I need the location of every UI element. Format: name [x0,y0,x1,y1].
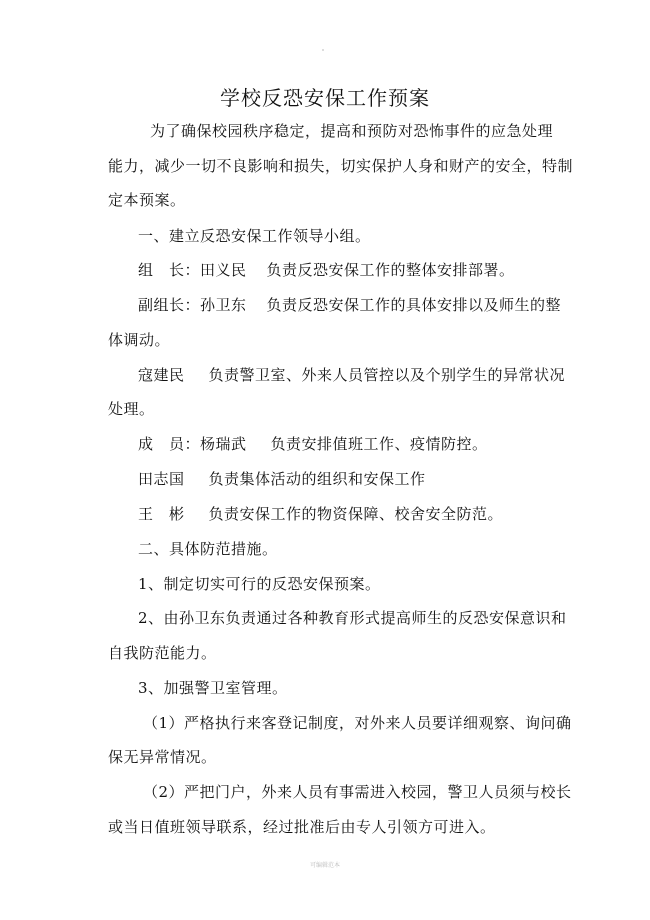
sub-measure-1-line-1: （1）严格执行来客登记制度，对外来人员要详细观察、询问确 [143,714,572,732]
section-1-heading: 一、建立反恐安保工作领导小组。 [138,227,371,245]
member-kou-row [138,364,565,386]
member-kou-name: 寇建民 [138,366,185,384]
sub-measure-2-line-2: 或当日值班领导联系，经过批准后由专人引领方可进入。 [108,818,496,836]
member-wang-row [138,503,503,525]
deputy-duty: 负责反恐安保工作的具体安排以及师生的整 [266,296,562,314]
deputy-row [138,294,561,316]
member-yang-role: 成 员：杨瑞武 [138,435,247,453]
leader-role: 组 长：田义民 [138,261,247,279]
member-tian-duty: 负责集体活动的组织和安保工作 [208,470,426,488]
measure-2-line-2: 自我防范能力。 [108,644,217,662]
intro-line-2: 能力，减少一切不良影响和损失，切实保护人身和财产的安全，特制 [108,157,574,175]
leader-duty: 负责反恐安保工作的整体安排部署。 [266,261,515,279]
deputy-duty-cont: 体调动。 [108,331,171,349]
member-tian-name: 田志国 [138,470,185,488]
page-mark [322,49,324,51]
member-kou-duty: 负责警卫室、外来人员管控以及个别学生的异常状况 [208,366,566,384]
document-title: 学校反恐安保工作预案 [220,86,430,110]
leader-row [138,259,515,281]
measure-2-line-1: 2、由孙卫东负责通过各种教育形式提高师生的反恐安保意识和 [138,609,567,627]
intro-line-1: 为了确保校园秩序稳定，提高和预防对恐怖事件的应急处理 [150,122,554,140]
measure-1: 1、制定切实可行的反恐安保预案。 [138,575,381,593]
member-yang-row [138,433,488,455]
member-tian-row [138,468,426,490]
sub-measure-2-line-1: （2）严把门户，外来人员有事需进入校园，警卫人员须与校长 [143,783,572,801]
sub-measure-1-line-2: 保无异常情况。 [108,748,217,766]
measure-3: 3、加强警卫室管理。 [138,679,288,697]
deputy-role: 副组长：孙卫东 [138,296,247,314]
intro-line-3: 定本预案。 [108,191,186,209]
member-yang-duty: 负责安排值班工作、疫情防控。 [270,435,488,453]
member-wang-name: 王 彬 [138,505,185,523]
member-wang-duty: 负责安保工作的物资保障、校舍安全防范。 [208,505,504,523]
page-footer: 可编辑范本 [309,862,340,869]
section-2-heading: 二、具体防范措施。 [138,540,278,558]
member-kou-duty-cont: 处理。 [108,400,155,418]
